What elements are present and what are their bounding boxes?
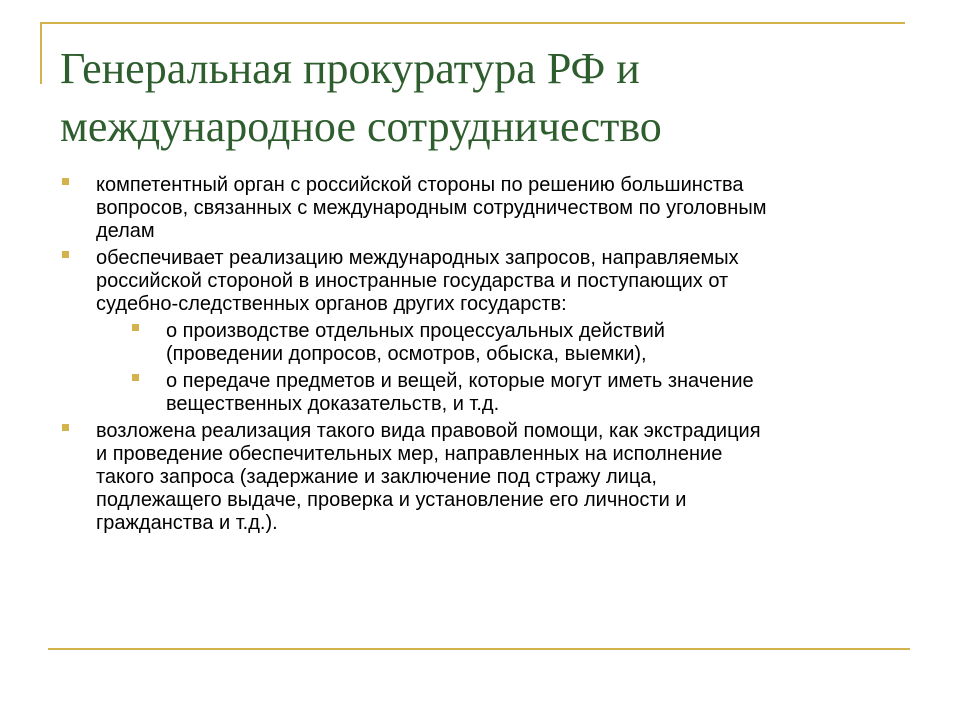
- frame-left-border: [40, 22, 42, 84]
- square-bullet-icon: [62, 178, 69, 185]
- bullet-item: [60, 420, 920, 535]
- sub-bullet-item: [60, 370, 920, 416]
- square-bullet-icon: [132, 374, 139, 381]
- bullet-text-line: гражданства и т.д.).: [96, 512, 278, 534]
- sub-bullet-text-line: о производстве отдельных процессуальных действий: [166, 320, 665, 342]
- square-bullet-icon: [132, 324, 139, 331]
- bullet-text-line: такого запроса (задержание и заключение под стражу лица,: [96, 466, 657, 488]
- bullet-text-line: обеспечивает реализацию международных запросов, направляемых: [96, 247, 739, 269]
- bullet-text-line: возложена реализация такого вида правовой помощи, как экстрадиция: [96, 420, 761, 442]
- bullet-item: [60, 247, 920, 316]
- bullet-text-line: подлежащего выдаче, проверка и установление его личности и: [96, 489, 687, 511]
- square-bullet-icon: [62, 251, 69, 258]
- title-line: международное сотрудничество: [60, 102, 662, 151]
- square-bullet-icon: [62, 424, 69, 431]
- bullet-list: [60, 174, 920, 539]
- frame-top-border: [40, 22, 905, 24]
- sub-bullet-text-line: (проведении допросов, осмотров, обыска, выемки),: [166, 343, 647, 365]
- sub-bullet-text-line: вещественных доказательств, и т.д.: [166, 393, 500, 415]
- bullet-item: [60, 174, 920, 243]
- title-line: Генеральная прокуратура РФ и: [60, 44, 640, 93]
- bullet-text-line: вопросов, связанных с международным сотрудничеством по уголовным: [96, 197, 767, 219]
- sub-bullet-text-line: о передаче предметов и вещей, которые могут иметь значение: [166, 370, 754, 392]
- frame-bottom-border: [48, 648, 910, 650]
- bullet-text-line: российской стороной в иностранные государства и поступающих от: [96, 270, 729, 292]
- bullet-text-line: компетентный орган с российской стороны по решению большинства: [96, 174, 744, 196]
- bullet-text-line: делам: [96, 220, 155, 242]
- bullet-text-line: и проведение обеспечительных мер, направленных на исполнение: [96, 443, 723, 465]
- slide-title: [60, 40, 900, 156]
- bullet-text-line: судебно-следственных органов других государств:: [96, 293, 567, 315]
- sub-bullet-item: [60, 320, 920, 366]
